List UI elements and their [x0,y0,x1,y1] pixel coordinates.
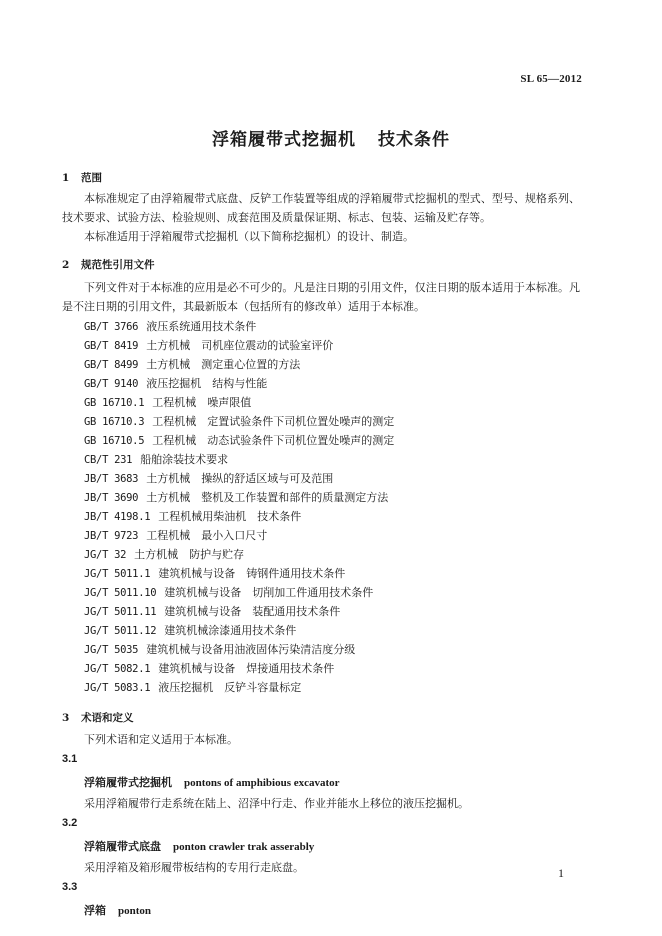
title-sub: 技术条件 [378,130,450,150]
reference-item: CB/T 231 船舶涂装技术要求 [84,453,229,466]
reference-item: JG/T 5011.1 建筑机械与设备 铸钢件通用技术条件 [84,567,346,580]
reference-item: JG/T 5083.1 液压挖掘机 反铲斗容量标定 [84,681,302,694]
section-heading-references [62,257,155,272]
reference-item: JG/T 32 土方机械 防护与贮存 [84,548,245,561]
section-title: 范围 [81,172,102,184]
reference-item: GB/T 8499 土方机械 测定重心位置的方法 [84,358,301,371]
section-number: 1 [62,172,70,184]
terms-intro: 下列术语和定义适用于本标准。 [84,733,238,746]
reference-item: JG/T 5011.11 建筑机械与设备 装配通用技术条件 [84,605,341,618]
page-title [0,125,662,150]
section-number: 2 [62,259,70,271]
scope-applicability: 本标准适用于浮箱履带式挖掘机（以下简称挖掘机）的设计、制造。 [84,230,414,243]
scope-paragraph: 本标准规定了由浮箱履带式底盘、反铲工作装置等组成的浮箱履带式挖掘机的型式、型号、规格系列、技术要求、试验方法、检验规则、成套范围及质量保证期、标志、包装、运输及贮存等。 [62,192,580,224]
reference-item: JG/T 5082.1 建筑机械与设备 焊接通用技术条件 [84,662,335,675]
term-number: 3.1 [62,753,78,765]
reference-item: JB/T 9723 工程机械 最小入口尺寸 [84,529,268,542]
standard-code: SL 65—2012 [520,73,582,85]
reference-item: GB/T 3766 液压系统通用技术条件 [84,320,257,333]
reference-item: GB 16710.3 工程机械 定置试验条件下司机位置处噪声的测定 [84,415,395,428]
term-number: 3.2 [62,817,78,829]
section-heading-scope [62,170,102,185]
term-definition: 采用浮箱及箱形履带板结构的专用行走底盘。 [84,861,304,874]
reference-item: JG/T 5011.12 建筑机械涂漆通用技术条件 [84,624,297,637]
reference-item: JG/T 5035 建筑机械与设备用油液固体污染清洁度分级 [84,643,356,656]
reference-item: GB/T 8419 土方机械 司机座位震动的试验室评价 [84,339,334,352]
reference-item: JG/T 5011.10 建筑机械与设备 切削加工件通用技术条件 [84,586,374,599]
term-heading: 浮箱履带式挖掘机 pontons of amphibious excavator [84,776,340,789]
title-main: 浮箱履带式挖掘机 [212,130,356,150]
reference-item: JB/T 3690 土方机械 整机及工作装置和部件的质量测定方法 [84,491,389,504]
reference-item: JB/T 3683 土方机械 操纵的舒适区域与可及范围 [84,472,334,485]
section-number: 3 [62,712,70,724]
section-title: 术语和定义 [81,712,134,724]
term-heading: 浮箱 ponton [84,904,152,917]
term-number: 3.3 [62,881,78,893]
reference-item: GB/T 9140 液压挖掘机 结构与性能 [84,377,268,390]
reference-item: GB 16710.1 工程机械 噪声限值 [84,396,252,409]
section-heading-terms [62,710,134,725]
references-intro: 下列文件对于本标准的应用是必不可少的。凡是注日期的引用文件，仅注日期的版本适用于本标准。凡是不注日期的引用文件，其最新版本（包括所有的修改单）适用于本标准。 [62,281,580,313]
page-number: 1 [558,866,564,880]
reference-item: JB/T 4198.1 工程机械用柴油机 技术条件 [84,510,302,523]
reference-item: GB 16710.5 工程机械 动态试验条件下司机位置处噪声的测定 [84,434,395,447]
term-definition: 采用浮箱履带行走系统在陆上、沼泽中行走、作业并能水上移位的液压挖掘机。 [84,797,469,810]
term-heading: 浮箱履带式底盘 ponton crawler trak asserably [84,840,315,853]
section-title: 规范性引用文件 [81,259,155,271]
